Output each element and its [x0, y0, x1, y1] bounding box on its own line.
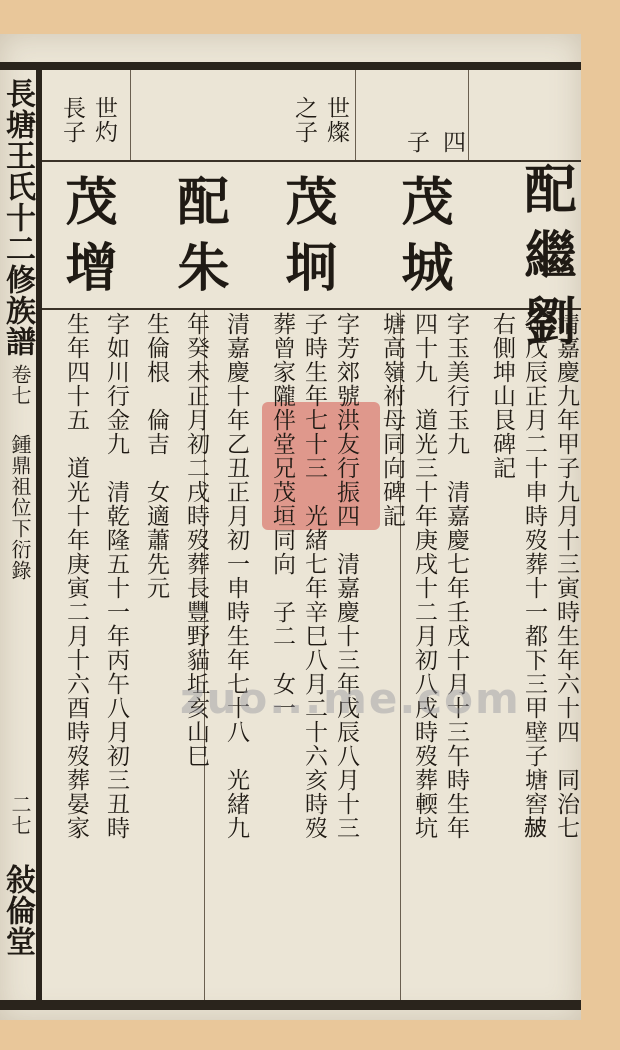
- text-column: 字如川行金九 清乾隆五十一年丙午八月初三丑時: [103, 312, 129, 840]
- top-note-3-a: 四: [439, 130, 465, 154]
- book-title: 長塘王氏十二修族譜: [0, 78, 35, 357]
- top-separator-1: [130, 70, 131, 160]
- top-separator-2: [355, 70, 356, 160]
- text-column: 年癸未正月初二戌時歿葬長豐野貓坵亥山巳: [183, 312, 209, 768]
- top-note-3-b: 子: [403, 130, 429, 154]
- text-column: 字芳郊號洪友行振四 清嘉慶十三年戊辰八月十三: [333, 312, 359, 840]
- text-column: 年戊辰正月二十申時歿葬十一都下三甲壁子塘窖𧹞: [521, 312, 547, 840]
- left-border: [36, 62, 42, 1010]
- hall-name: 敍倫堂: [0, 864, 35, 957]
- text-column: 葬曾家隴伴堂兄茂垣同向 子二 女一: [269, 312, 295, 720]
- text-column: 生年四十五 道光十年庚寅二月十六酉時歿葬晏家: [63, 312, 89, 840]
- top-note-2-b: 之子: [291, 96, 317, 144]
- text-column: 清嘉慶九年甲子九月十三寅時生年六十四 同治七: [553, 312, 579, 840]
- top-note-2-a: 世燦: [323, 96, 349, 144]
- text-column: 四十九 道光三十年庚戌十二月初八戌時歿葬輭坑: [411, 312, 437, 840]
- name-3: 茂坰: [276, 174, 337, 306]
- text-column: 生倫根 倫吉 女適蕭先元: [143, 312, 169, 600]
- name-1: 配繼劉: [515, 162, 576, 360]
- header-rule: [42, 160, 581, 162]
- name-5: 茂增: [56, 174, 117, 306]
- text-column: 字玉美行玉九 清嘉慶七年壬戌十月十三午時生年: [443, 312, 469, 840]
- bottom-border: [0, 1000, 581, 1010]
- top-separator-3: [468, 70, 469, 160]
- text-column: 清嘉慶十年乙丑正月初一申時生年七十八 光緒九: [223, 312, 249, 840]
- page-number: 二七: [8, 794, 32, 836]
- watermark: zuo...me.com: [180, 674, 521, 723]
- book-page: [0, 34, 581, 1020]
- names-rule: [42, 308, 581, 310]
- text-column: 塘高嶺祔母同向碑記: [379, 312, 405, 528]
- name-4: 配朱: [168, 174, 229, 306]
- text-column: 子時生年七十三 光緒七年辛巳八月二十六亥時歿: [301, 312, 327, 840]
- text-column: 右側坤山艮碑記: [489, 312, 515, 480]
- top-border: [0, 62, 581, 70]
- section-label: 鍾鼎祖位下衍錄: [8, 434, 32, 581]
- top-note-1-a: 世灼: [91, 96, 117, 144]
- volume-label: 卷七: [8, 364, 32, 406]
- name-2: 茂城: [392, 174, 453, 306]
- top-note-1-b: 長子: [59, 96, 85, 144]
